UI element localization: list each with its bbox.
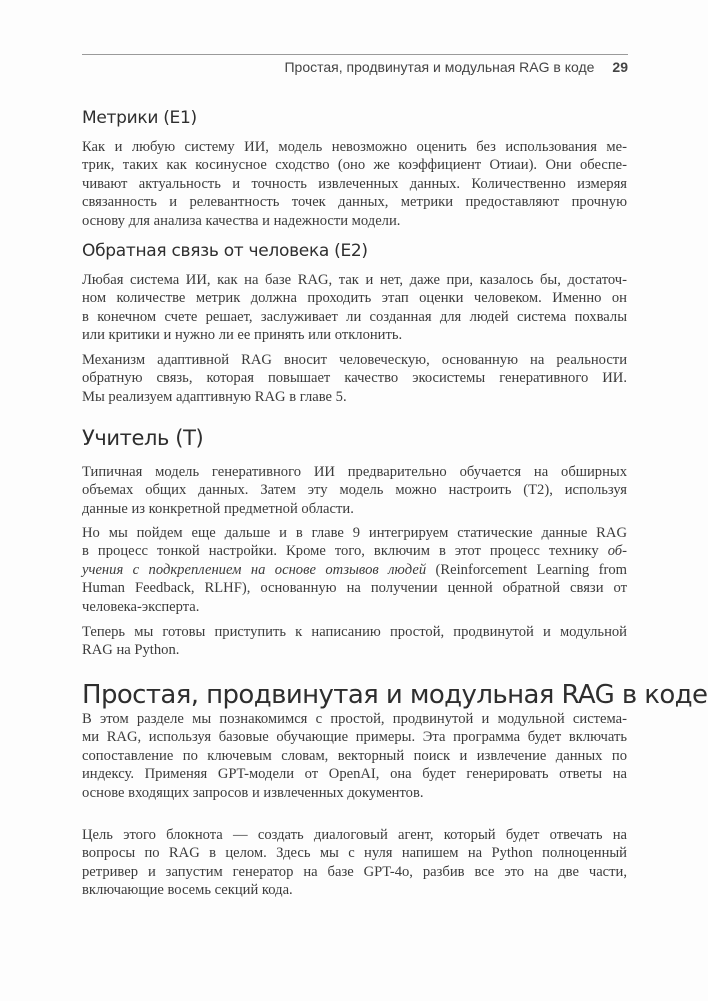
text-line: человека-эксперта. [82,598,200,615]
text-line: данные из конкретной предметной области. [82,500,354,517]
text-line: RAG на Python. [82,642,180,659]
page-number: 29 [612,59,628,75]
heading-metrics: Метрики (E1) [82,108,197,128]
text-line: ми RAG, используя базовые обучающие примеры. Эта программа будет включать [82,729,627,746]
text-line: Цель этого блокнота — создать диалоговый агент, который будет отвечать на [82,827,627,843]
paragraph [82,710,627,802]
running-header-title: Простая, продвинутая и модульная RAG в коде [284,59,595,75]
text-line: ретривер и запустим генератор на базе GPT-4o, разбив все это на две части, [82,863,627,880]
running-header [82,59,628,75]
text-line: ном количестве метрик должна проходить этап оценки человеком. Именно он [82,290,627,307]
text-line: чивают актуальность и точность извлеченных данных. Количественно измеряя [82,175,627,192]
text-run: в процесс тонкой настройки. Кроме того, включим в этот процесс технику [82,543,608,560]
text-line: сопоставление по ключевым словам, векторный поиск и извлечение данных по [82,747,627,764]
text-line [82,561,627,579]
paragraph [82,351,627,406]
text-line [82,542,627,560]
paragraph [82,524,627,616]
text-line: объемах общих данных. Затем эту модель можно настроить (T2), используя [82,482,627,499]
paragraph [82,138,627,230]
text-line: включающие восемь секций кода. [82,882,293,899]
paragraph [82,826,627,900]
heading-rag-code: Простая, продвинутая и модульная RAG в коде [82,680,708,710]
text-line: Теперь мы готовы приступить к написанию простой, продвинутой и модульной [82,624,627,640]
text-line: индексу. Применяя GPT-модели от OpenAI, она будет генерировать ответы на [82,766,627,783]
text-line: Но мы пойдем еще дальше и в главе 9 интегрируем статические данные RAG [82,525,627,541]
text-line: связанность и релевантность точек данных, метрики предоставляют прочную [82,194,627,211]
text-line: Мы реализуем адаптивную RAG в главе 5. [82,388,347,405]
header-rule [82,54,628,55]
text-line: основе входящих запросов и извлеченных документов. [82,784,424,801]
paragraph [82,271,627,345]
emphasis: учения с подкреплением на основе отзывов людей [82,561,427,578]
paragraph [82,463,627,518]
text-line: Типичная модель генеративного ИИ предварительно обучается на обширных [82,464,627,480]
text-line: Механизм адаптивной RAG вносит человеческую, основанную на реальности [82,352,627,368]
emphasis: об- [607,543,627,560]
text-line: Human Feedback, RLHF), основанную на получении ценной обратной связи от [82,580,627,597]
text-line: обратную связь, которая повышает качество экосистемы генеративного ИИ. [82,370,627,387]
paragraph [82,623,627,660]
text-line: вопросы по RAG в целом. Здесь мы с нуля напишем на Python полноценный [82,845,627,862]
text-line: или критики и нужно ли ее принять или отклонить. [82,327,403,344]
text-line: Любая система ИИ, как на базе RAG, так и нет, даже при, казалось бы, достаточ- [82,272,627,288]
text-line: в конечном счете решает, заслуживает ли созданная для людей система похвалы [82,308,627,325]
text-run: (Reinforcement Learning from [426,561,628,578]
heading-teacher: Учитель (T) [82,426,204,450]
heading-feedback: Обратная связь от человека (E2) [82,241,368,261]
text-line: трик, таких как косинусное сходство (оно же коэффициент Отиаи). Они обеспе- [82,157,627,174]
text-line: Как и любую систему ИИ, модель невозможно оценить без использования ме- [82,139,627,155]
text-line: основу для анализа качества и надежности модели. [82,212,401,229]
text-line: В этом разделе мы познакомимся с простой, продвинутой и модульной система- [82,711,627,727]
